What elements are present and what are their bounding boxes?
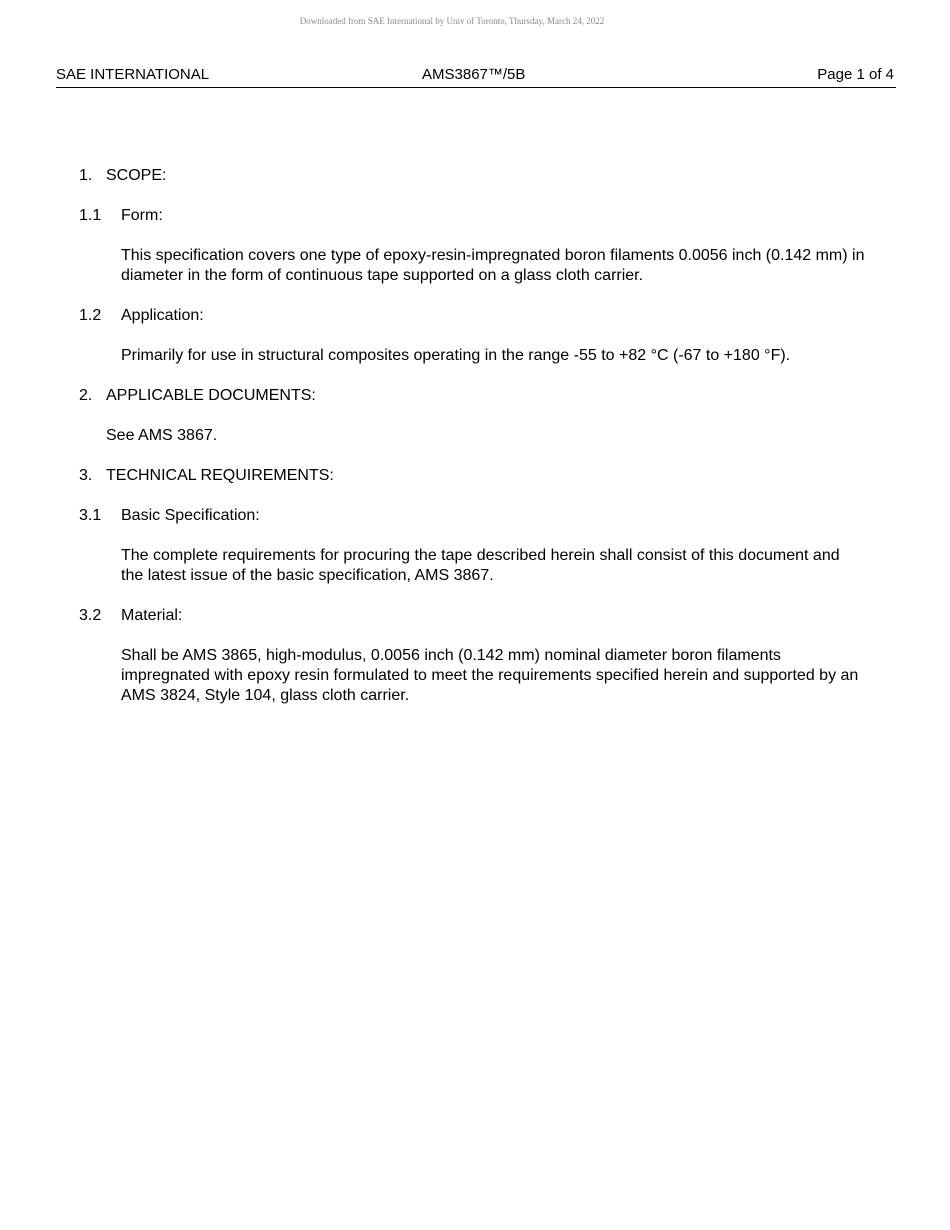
section-number: 3.2 (79, 607, 102, 624)
publisher-name: SAE INTERNATIONAL (56, 66, 210, 83)
section-title: Basic Specification: (121, 507, 260, 524)
section-number: 1.2 (79, 307, 102, 324)
paragraph-applicable-documents: See AMS 3867. (106, 427, 218, 444)
section-title: TECHNICAL REQUIREMENTS: (106, 467, 334, 484)
section-heading-technical-requirements (79, 466, 879, 486)
section-title: Application: (121, 307, 204, 324)
paragraph-basic-specification: The complete requirements for procuring the tape described herein shall consist of this document and the latest issue of the basic specification, AMS 3867. (121, 547, 840, 584)
section-heading-applicable-documents (79, 386, 879, 406)
paragraph-application: Primarily for use in structural composites operating in the range -55 to +82 °C (-67 to +180 °F). (121, 347, 791, 364)
section-heading-application (79, 306, 879, 326)
section-title: Form: (121, 207, 163, 224)
section-heading-basic-specification (79, 506, 879, 526)
section-title: APPLICABLE DOCUMENTS: (106, 387, 316, 404)
section-heading-material (79, 606, 879, 626)
section-title: SCOPE: (106, 167, 167, 184)
paragraph-material: Shall be AMS 3865, high-modulus, 0.0056 inch (0.142 mm) nominal diameter boron filaments impregnated with epoxy resin formulated to meet the requirements specified herein and supported by an AMS 3824, Style 104, glass cloth carrier. (121, 647, 859, 704)
page-number: Page 1 of 4 (817, 66, 894, 83)
section-number: 1.1 (79, 207, 102, 224)
section-title: Material: (121, 607, 183, 624)
section-number: 1. (79, 167, 93, 184)
document-body (79, 166, 879, 726)
document-number: AMS3867™/5B (422, 66, 526, 83)
section-heading-form (79, 206, 879, 226)
section-number: 3.1 (79, 507, 102, 524)
paragraph-form: This specification covers one type of epoxy-resin-impregnated boron filaments 0.0056 inch (0.142 mm) in diameter in the form of continuous tape supported on a glass cloth carrier. (121, 247, 865, 284)
section-number: 2. (79, 387, 93, 404)
page-header (56, 66, 896, 88)
section-number: 3. (79, 467, 93, 484)
download-watermark: Downloaded from SAE International by Univ of Toronto, Thursday, March 24, 2022 (299, 16, 605, 26)
section-heading-scope (79, 166, 879, 186)
